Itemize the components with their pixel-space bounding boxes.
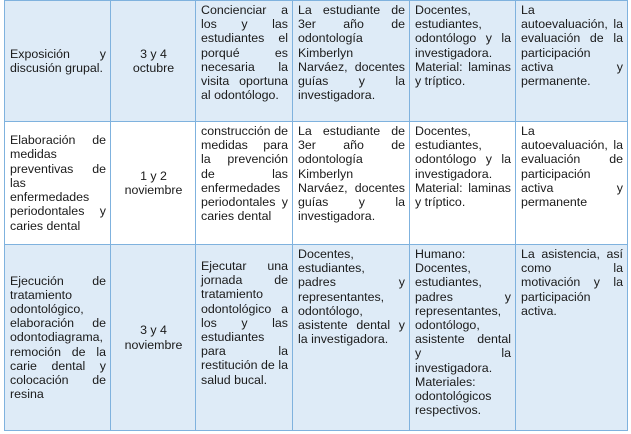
resources-text: Docentes, estudiantes, odontólogo y la investigadora. Material: laminas y tríptico.: [415, 3, 511, 89]
activity-plan-table: [4, 0, 628, 431]
date-cell: [111, 122, 196, 245]
objective-cell: [196, 245, 293, 431]
activity-cell: [5, 245, 111, 431]
table-row: [5, 1, 628, 122]
responsible-cell: [293, 122, 410, 245]
activity-cell: [5, 122, 111, 245]
evaluation-text: La autoevaluación, la evaluación de la participación activa y permanente.: [521, 3, 623, 89]
date-text: 3 y 4 noviembre: [124, 323, 183, 352]
date-cell: [111, 1, 196, 122]
date-text: 1 y 2 noviembre: [124, 168, 183, 197]
date-text: 3 y 4 octubre: [132, 46, 175, 75]
resources-cell: [410, 245, 516, 431]
objective-text: Ejecutar una jornada de tratamiento odontológico a los y las estudiantes para la restitución de la salud bucal.: [201, 259, 288, 387]
objective-cell: [196, 1, 293, 122]
responsible-text: La estudiante de 3er año de odontología Kimberlyn Narváez, docentes guías y la investigadora.: [298, 3, 405, 103]
responsible-text: Docentes, estudiantes, padres y representantes, odontólogo, asistente dental y la investigadora.: [298, 247, 405, 347]
objective-text: construcción de medidas para la prevención de las enfermedades periodontales y caries dental: [201, 124, 288, 224]
resources-text: Docentes, estudiantes, odontólogo y la investigadora. Material: laminas y tríptico.: [415, 124, 511, 210]
responsible-cell: [293, 1, 410, 122]
date-cell: [111, 245, 196, 431]
activity-text: Exposición y discusión grupal.: [10, 46, 106, 75]
activity-text: Ejecución de tratamiento odontológico, elaboración de odontodiagrama, remoción de la carie dental y colocación de resina: [10, 273, 106, 402]
evaluation-cell: [516, 245, 628, 431]
resources-cell: [410, 1, 516, 122]
objective-cell: [196, 122, 293, 245]
activity-cell: [5, 1, 111, 122]
table-row: [5, 245, 628, 431]
evaluation-text: La asistencia, así como la motivación y la participación activa.: [521, 247, 623, 318]
evaluation-text: La autoevaluación, la evaluación de participación activa y permanente: [521, 124, 623, 210]
responsible-text: La estudiante de 3er año de odontología Kimberlyn Narváez, docentes guías y la investigadora.: [298, 124, 405, 224]
resources-cell: [410, 122, 516, 245]
responsible-cell: [293, 245, 410, 431]
objective-text: Concienciar a los y las estudiantes el porqué es necesaria la visita oportuna al odontólogo.: [201, 3, 288, 103]
activity-text: Elaboración de medidas preventivas de las enfermedades periodontales y caries dental: [10, 133, 106, 233]
evaluation-cell: [516, 122, 628, 245]
evaluation-cell: [516, 1, 628, 122]
resources-text: Humano: Docentes, estudiantes, padres y representantes, odontólogo, asistente dental y la investigadora. Materiales: odontológicos respectivos.: [415, 247, 511, 418]
table-row: [5, 122, 628, 245]
